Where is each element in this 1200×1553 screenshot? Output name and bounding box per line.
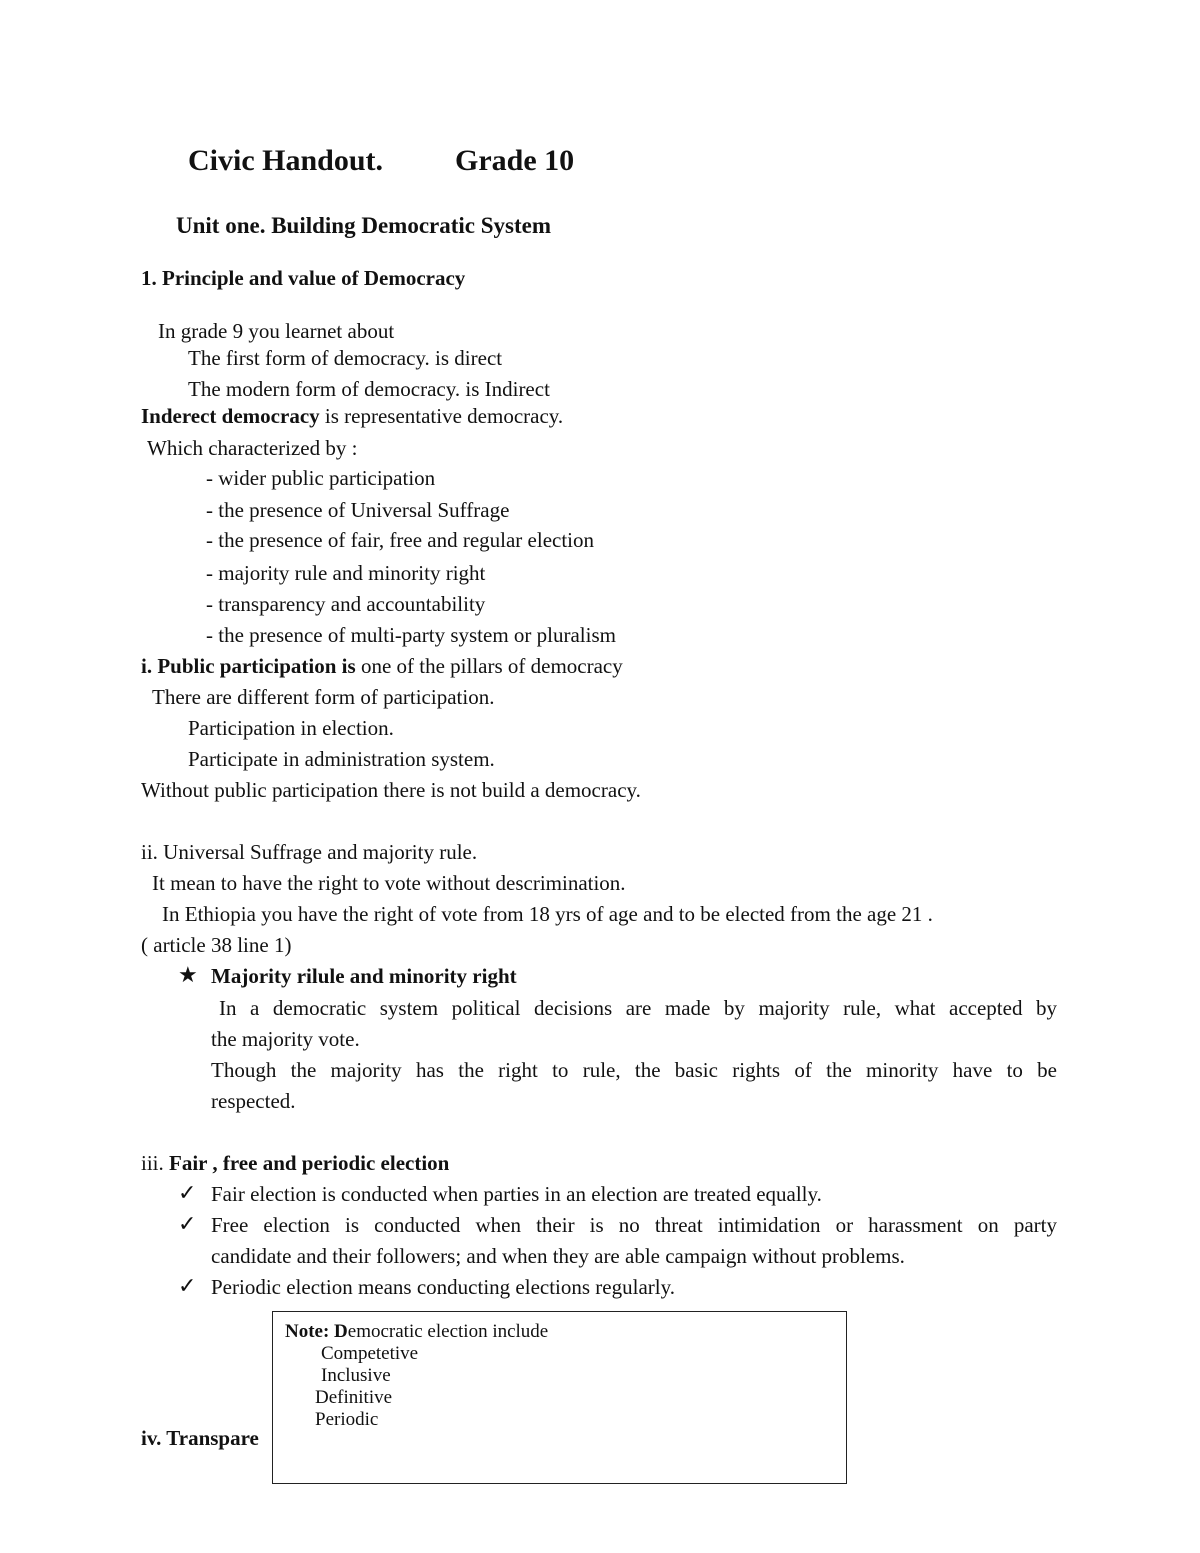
note-heading (285, 1321, 548, 1343)
section-iii-title: Fair , free and periodic election (169, 1151, 450, 1175)
characteristic-item: - wider public participation (206, 466, 436, 490)
section-i-heading-bold: i. Public participation is (141, 654, 356, 678)
note-item: Competetive (321, 1343, 419, 1364)
free-election-text: Free election is conducted when their is no threat intimidation or harassment on party (211, 1213, 1057, 1237)
intro-text: In grade 9 you learnet about (158, 319, 395, 343)
suffrage-meaning: It mean to have the right to vote without descrimination. (152, 871, 626, 895)
section-i-heading-rest: one of the pillars of democracy (355, 654, 623, 678)
star-icon: ★ (178, 963, 198, 988)
participation-forms-text: There are different form of participation. (152, 685, 495, 709)
indirect-democracy-line (141, 403, 563, 429)
first-form-text: The first form of democracy. is direct (188, 346, 503, 370)
majority-paragraph-line: the majority vote. (211, 1027, 360, 1051)
handout-title: Civic Handout. (188, 144, 384, 177)
section-ii-heading: ii. Universal Suffrage and majority rule. (141, 840, 478, 864)
majority-rule-heading: Majority rilule and minority right (211, 964, 517, 988)
participation-conclusion: Without public participation there is not build a democracy. (141, 778, 641, 802)
minority-paragraph-line: respected. (211, 1089, 296, 1113)
characteristic-item: - the presence of Universal Suffrage (206, 498, 510, 522)
unit-title: Unit one. Building Democratic System (176, 213, 552, 238)
note-box (272, 1311, 847, 1484)
fair-election-text: Fair election is conducted when parties in an election are treated equally. (211, 1182, 822, 1206)
free-election-text-cont: candidate and their followers; and when they are able campaign without problems. (211, 1244, 905, 1268)
note-item: Inclusive (321, 1365, 391, 1386)
characteristic-item: - transparency and accountability (206, 592, 486, 616)
section-iii-heading (141, 1150, 449, 1176)
note-item: Definitive (315, 1387, 393, 1408)
minority-paragraph-line: Though the majority has the right to rule, the basic rights of the minority have to be (211, 1058, 1057, 1082)
characteristic-item: - the presence of multi-party system or pluralism (206, 623, 616, 647)
note-item: Periodic (315, 1409, 379, 1430)
note-text: emocratic election include (347, 1321, 549, 1342)
grade-label: Grade 10 (455, 144, 575, 177)
check-icon: ✓ (178, 1212, 197, 1237)
check-icon: ✓ (178, 1181, 197, 1206)
majority-paragraph-line: In a democratic system political decisions are made by majority rule, what accepted by (219, 996, 1057, 1020)
characteristic-item: - the presence of fair, free and regular election (206, 528, 595, 552)
indirect-democracy-term: Inderect democracy (141, 404, 320, 428)
characteristic-item: - majority rule and minority right (206, 561, 486, 585)
ethiopia-vote-age: In Ethiopia you have the right of vote from 18 yrs of age and to be elected from the age 21 . (162, 902, 933, 926)
modern-form-text: The modern form of democracy. is Indirect (188, 377, 550, 401)
participation-item: Participate in administration system. (188, 747, 495, 771)
participation-item: Participation in election. (188, 716, 394, 740)
section-iii-number: iii. (141, 1151, 170, 1175)
periodic-election-text: Periodic election means conducting elections regularly. (211, 1275, 675, 1299)
check-icon: ✓ (178, 1274, 197, 1299)
characterized-by-text: Which characterized by : (147, 436, 358, 460)
indirect-democracy-definition: is representative democracy. (319, 404, 564, 428)
section-i-heading (141, 653, 623, 679)
section-iv-heading: iv. Transpare (141, 1426, 259, 1450)
article-reference: ( article 38 line 1) (141, 933, 292, 957)
section-1-heading: 1. Principle and value of Democracy (141, 266, 466, 290)
note-label: Note: D (285, 1321, 348, 1342)
